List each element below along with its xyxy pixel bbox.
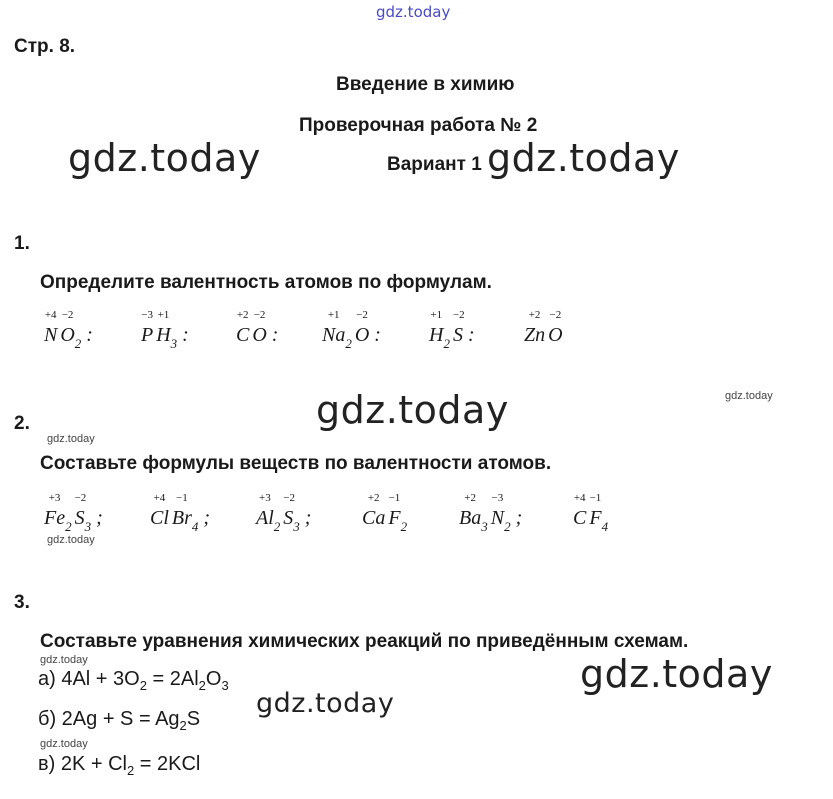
atom-symbol: +3 Al bbox=[256, 492, 274, 529]
watermark-small: gdz.today bbox=[47, 534, 95, 546]
atom-symbol: −1 Br bbox=[171, 492, 192, 529]
valence-label: −1 bbox=[388, 492, 401, 504]
atom-symbol: −2 S bbox=[74, 492, 87, 529]
task-1-formula bbox=[322, 309, 381, 351]
watermark-big: gdz.today bbox=[487, 136, 680, 180]
atom-symbol: −3 N bbox=[490, 492, 505, 529]
equation-text: O bbox=[205, 668, 222, 690]
valence-label: −2 bbox=[356, 309, 368, 321]
atom-symbol: +2 Ca bbox=[362, 492, 386, 529]
formula-punctuation: : bbox=[467, 324, 475, 346]
atom-symbol: −3 P bbox=[141, 309, 154, 346]
formula-punctuation: : bbox=[86, 324, 93, 346]
subscript: 2 bbox=[400, 519, 408, 534]
subscript: 2 bbox=[273, 519, 281, 534]
equation-text: = 2KCl bbox=[134, 753, 201, 775]
valence-label: −3 bbox=[491, 492, 504, 504]
equation-label: а) bbox=[38, 668, 62, 690]
equation-label: в) bbox=[38, 753, 61, 775]
atom-symbol: −2 O bbox=[548, 309, 563, 346]
task-3-text: Составьте уравнения химических реакций по приведённым схемам. bbox=[40, 631, 689, 652]
valence-label: +2 bbox=[236, 309, 249, 321]
subscript: 2 bbox=[345, 336, 352, 351]
subscript: 3 bbox=[221, 678, 229, 693]
formula-punctuation: ; bbox=[96, 507, 103, 529]
watermark-big: gdz.today bbox=[68, 136, 261, 180]
subscript: 2 bbox=[179, 718, 187, 733]
formula-punctuation: ; bbox=[203, 507, 211, 529]
atom-symbol: +2 Ba bbox=[459, 492, 482, 529]
subscript: 4 bbox=[601, 519, 609, 534]
valence-label: −2 bbox=[549, 309, 562, 321]
task-1-formula bbox=[141, 309, 189, 351]
valence-label: +3 bbox=[259, 492, 271, 504]
atom-symbol: +1 H bbox=[156, 309, 171, 346]
watermark-big: gdz.today bbox=[316, 388, 509, 432]
subscript: 2 bbox=[65, 519, 72, 534]
atom-symbol: +4 Cl bbox=[150, 492, 169, 529]
atom-symbol: +3 Fe bbox=[44, 492, 66, 529]
task-2-formula bbox=[150, 492, 211, 534]
watermark-small: gdz.today bbox=[47, 433, 95, 445]
formula-punctuation: ; bbox=[304, 507, 312, 529]
atom-symbol: −2 S bbox=[283, 492, 295, 529]
atom-symbol: +4 N bbox=[44, 309, 58, 346]
task-2-text: Составьте формулы веществ по валентности атомов. bbox=[40, 453, 552, 474]
subscript: 2 bbox=[504, 519, 511, 534]
watermark-small: gdz.today bbox=[725, 390, 773, 402]
atom-symbol: +4 C bbox=[573, 492, 587, 529]
watermark-small: gdz.today bbox=[40, 738, 88, 750]
subscript: 2 bbox=[443, 336, 450, 351]
formula-punctuation: ; bbox=[515, 507, 523, 529]
valence-label: −2 bbox=[61, 309, 74, 321]
atom-symbol: +2 Zn bbox=[524, 309, 546, 346]
valence-label: −1 bbox=[589, 492, 602, 504]
page-subtitle: Проверочная работа № 2 bbox=[299, 115, 538, 136]
atom-symbol: +2 C bbox=[236, 309, 250, 346]
task-1-text: Определите валентность атомов по формулам. bbox=[40, 272, 492, 293]
subscript: 2 bbox=[74, 336, 82, 351]
watermark-big: gdz.today bbox=[580, 652, 773, 696]
task-2-formula bbox=[459, 492, 523, 534]
valence-label: +1 bbox=[430, 309, 443, 321]
subscript: 4 bbox=[191, 519, 199, 534]
equation-text: S bbox=[186, 708, 201, 730]
subscript: 3 bbox=[481, 519, 488, 534]
atom-symbol: +1 Na bbox=[322, 309, 346, 346]
task-2-formula bbox=[362, 492, 410, 534]
task-2-formula bbox=[256, 492, 312, 534]
equation-text: 2K + Cl bbox=[60, 753, 127, 775]
task-2-number: 2. bbox=[14, 413, 30, 434]
task-1-formula bbox=[236, 309, 279, 347]
formula-punctuation: : bbox=[374, 324, 381, 346]
subscript: 2 bbox=[139, 678, 147, 693]
atom-symbol: −2 O bbox=[60, 309, 75, 346]
valence-label: +2 bbox=[528, 309, 541, 321]
atom-symbol: −2 O bbox=[252, 309, 267, 346]
subscript: 3 bbox=[170, 336, 178, 351]
valence-label: −2 bbox=[74, 492, 87, 504]
task-2-formula bbox=[44, 492, 103, 534]
formula-punctuation: : bbox=[271, 324, 279, 346]
valence-label: +4 bbox=[153, 492, 166, 504]
atom-symbol: −2 S bbox=[452, 309, 465, 346]
atom-symbol: −1 F bbox=[388, 492, 401, 529]
valence-label: +2 bbox=[367, 492, 380, 504]
task-1-formula bbox=[524, 309, 566, 347]
equation-text: 2Ag + S = Ag bbox=[61, 708, 180, 730]
watermark-big: gdz.today bbox=[256, 688, 395, 719]
valence-label: +2 bbox=[464, 492, 476, 504]
subscript: 3 bbox=[293, 519, 300, 534]
task-2-formula bbox=[573, 492, 611, 534]
valence-label: −2 bbox=[253, 309, 266, 321]
valence-label: −2 bbox=[283, 492, 295, 504]
equation-text: 4Al + 3O bbox=[61, 668, 140, 690]
task-3-number: 3. bbox=[14, 592, 30, 613]
task-1-formula bbox=[44, 309, 93, 351]
valence-label: −1 bbox=[176, 492, 188, 504]
subscript: 2 bbox=[198, 678, 206, 693]
subscript: 2 bbox=[127, 763, 135, 778]
valence-label: +3 bbox=[48, 492, 61, 504]
atom-symbol: −1 F bbox=[589, 492, 602, 529]
valence-label: +1 bbox=[327, 309, 340, 321]
equation bbox=[38, 753, 200, 778]
valence-label: −2 bbox=[452, 309, 465, 321]
valence-label: +4 bbox=[573, 492, 586, 504]
equation-text: = 2Al bbox=[146, 668, 199, 690]
formula-punctuation: : bbox=[182, 324, 189, 346]
task-1-formula bbox=[429, 309, 475, 351]
page-number: Стр. 8. bbox=[14, 36, 76, 57]
page-title: Введение в химию bbox=[336, 74, 515, 95]
equation bbox=[38, 668, 229, 693]
valence-label: −3 bbox=[141, 309, 153, 321]
watermark-small: gdz.today bbox=[40, 654, 88, 666]
equation bbox=[38, 708, 200, 733]
subscript: 3 bbox=[84, 519, 92, 534]
task-1-number: 1. bbox=[14, 233, 30, 254]
watermark-top: gdz.today bbox=[376, 3, 451, 21]
equation-label: б) bbox=[38, 708, 62, 730]
variant-label: Вариант 1 bbox=[387, 154, 482, 175]
atom-symbol: −2 O bbox=[354, 309, 370, 346]
atom-symbol: +1 H bbox=[429, 309, 444, 346]
valence-label: +1 bbox=[157, 309, 170, 321]
valence-label: +4 bbox=[44, 309, 57, 321]
